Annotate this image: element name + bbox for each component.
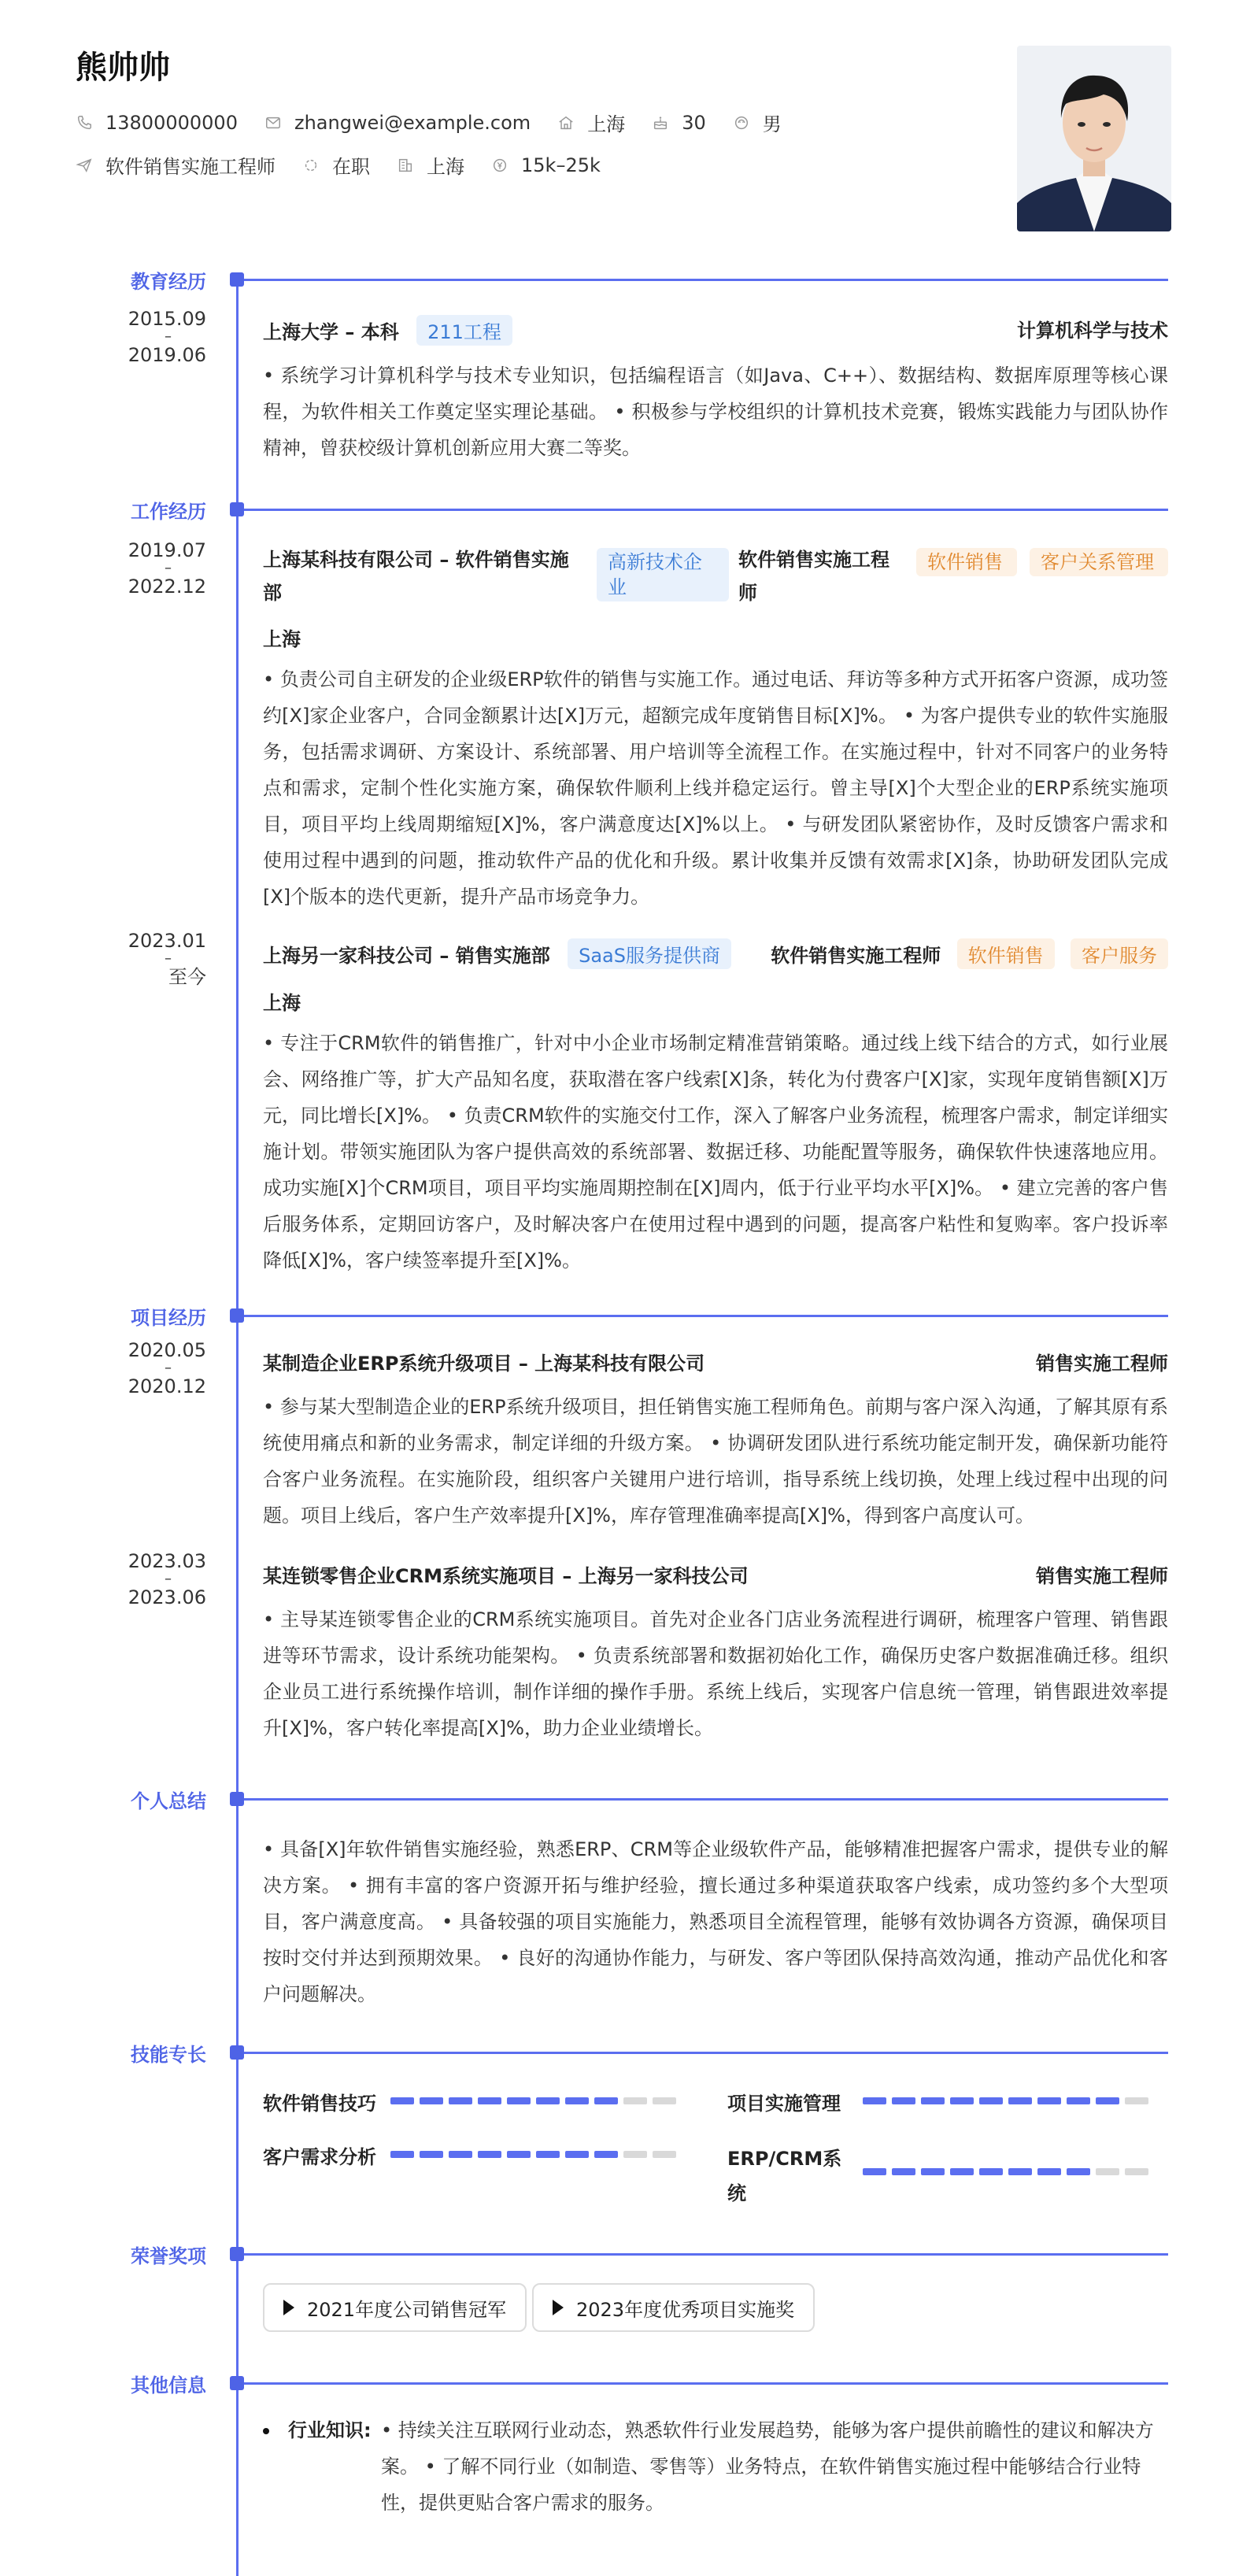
section-divider [230,2382,1168,2385]
section-marker [230,2376,244,2390]
skill-bar-segment [892,2168,915,2175]
work-date [76,929,206,989]
skill-bar-segment [653,2151,676,2158]
job-intent-row [76,151,627,179]
section-title-education: 教育经历 [131,271,206,293]
skill-bar-segment [420,2097,443,2104]
skill-bar-segment [390,2097,414,2104]
project-title: 某连锁零售企业CRM系统实施项目 – 上海另一家科技公司 [263,1565,749,1587]
school-tag: 211工程 [416,315,512,346]
work-city: 上海 [263,628,301,650]
skill-bar-segment [979,2168,1003,2175]
section-marker [230,2247,244,2261]
contact-row [76,109,808,136]
section-title-other: 其他信息 [131,2374,206,2396]
company-tag: 高新技术企业 [597,548,729,601]
skill-bar-segment [536,2151,560,2158]
skill-bar-segment [1037,2168,1061,2175]
skill-bar-segment [979,2097,1003,2104]
date-end: 2020.12 [128,1375,206,1397]
skill-bar-segment [950,2097,974,2104]
skill-bar-segment [507,2097,531,2104]
section-title-skills: 技能专长 [131,2044,206,2066]
skill-bar-segment [594,2097,618,2104]
timeline-axis [236,279,239,2576]
project-header [263,1560,1168,1588]
skill-bar-segment [1037,2097,1061,2104]
project-role: 销售实施工程师 [1036,1565,1168,1587]
age-text: 30 [682,111,706,134]
skill-name: 客户需求分析 [263,2146,376,2168]
role-group [771,938,1168,969]
play-icon [553,2300,564,2315]
date-end: 至今 [168,966,206,988]
role-tag: 软件销售 [916,548,1017,576]
position-item [76,151,276,179]
work-header [263,543,1168,606]
section-marker [230,272,244,287]
gender-icon [733,114,750,131]
mail-icon [264,114,282,131]
section-title-awards: 荣誉奖项 [131,2245,206,2267]
company-name: 上海某科技有限公司 – 软件销售实施部 [263,549,569,604]
skill-bar-segment [507,2151,531,2158]
date-sep: – [165,328,172,345]
section-divider [230,509,1168,511]
date-sep: – [165,1571,172,1587]
work-description: • 专注于CRM软件的销售推广，针对中小企业市场制定精准营销策略。通过线上线下结合的方式，如行业展会、网络推广等，扩大产品知名度，获取潜在客户线索[X]条，转化为付费客户[X]家，实现年度销售额[X]万元，同比增长[X]%。 • 负责CRM软件的实施交付工作，深入了解客户业务流程，梳理客户需求，制定详细实施计划。带领实施团队为客户提供高效的系统部署、数据迁移、功能配置等服务，确保软件快速落地应用。成功实施[X]个CRM项目，项目平均实施周期控制在[X]周内，低于行业平均水平[X]%。 • 建立完善的客户售后服务体系，定期回访客户，及时解决客户在使用过程中遇到的问题，提高客户粘性和复购率。客户投诉率降低[X]%，客户续签率提升至[X]%。 [263,1032,1168,1271]
date-start: 2023.01 [128,930,206,952]
skill-bar-segment [921,2168,945,2175]
education-description: • 系统学习计算机科学与技术专业知识，包括编程语言（如Java、C++）、数据结构、数据库原理等核心课程，为软件相关工作奠定坚实理论基础。 • 积极参与学校组织的计算机技术竞赛，锻炼实践能力与团队协作精神，曾获校级计算机创新应用大赛二等奖。 [263,365,1168,459]
salary-text: 15k–25k [521,154,601,176]
project-description: • 参与某大型制造企业的ERP系统升级项目，担任销售实施工程师角色。前期与客户深入沟通，了解其原有系统使用痛点和新的业务需求，制定详细的升级方案。 • 协调研发团队进行系统功能定制开发，确保新功能符合客户业务流程。在实施阶段，组织客户关键用户进行培训，指导系统上线切换，处理上线过程中出现的问题。项目上线后，客户生产效率提升[X]%，库存管理准确率提高[X]%，得到客户高度认可。 [263,1396,1168,1527]
date-start: 2015.09 [128,308,206,330]
skill-name: 项目实施管理 [727,2093,841,2115]
school-name: 上海大学 – 本科 [263,321,399,343]
skill-bar-segment [478,2097,501,2104]
section-marker [230,2045,244,2060]
company-tag: SaaS服务提供商 [568,938,731,969]
date-end: 2019.06 [128,344,206,366]
skill-level-bar [863,2097,1154,2104]
date-start: 2020.05 [128,1339,206,1361]
email-text: zhangwei@example.com [294,111,531,134]
date-end: 2022.12 [128,576,206,598]
section-divider [230,1798,1168,1801]
target-city-text: 上海 [427,156,464,178]
other-info-label: 行业知识: [288,2419,372,2441]
city-item [557,109,625,136]
skill-bar-segment [536,2097,560,2104]
date-start: 2023.03 [128,1550,206,1572]
building-icon [397,157,414,174]
send-icon [76,157,93,174]
skill-name: 软件销售技巧 [263,2093,376,2115]
section-divider [230,1315,1168,1317]
section-title-work: 工作经历 [131,501,206,523]
coin-icon [491,157,509,174]
phone-item [76,112,238,134]
section-title-summary: 个人总结 [131,1790,206,1812]
work-header [263,938,1168,969]
education-date [76,307,206,367]
skill-bar-segment [390,2151,414,2158]
position-text: 软件销售实施工程师 [105,156,276,178]
gender-item [733,109,782,136]
skill-bar-segment [565,2151,589,2158]
skill-level-bar [863,2168,1154,2175]
status-item [302,151,370,179]
work-city: 上海 [263,992,301,1014]
major-name: 计算机科学与技术 [1017,320,1168,342]
skill-bar-segment [449,2151,472,2158]
skill-level-bar [390,2151,682,2158]
skill-bar-segment [1096,2168,1119,2175]
date-sep: – [165,1360,172,1376]
project-role: 销售实施工程师 [1036,1353,1168,1375]
age-item [652,112,706,134]
section-divider [230,279,1168,281]
work-date [76,539,206,598]
skill-bar-segment [1125,2168,1148,2175]
candidate-name: 熊帅帅 [76,50,170,86]
section-divider [230,2253,1168,2256]
skill-bar-segment [1008,2168,1032,2175]
role-tag: 软件销售 [957,938,1055,969]
skill-bar-segment [1008,2097,1032,2104]
section-marker [230,1308,244,1323]
skill-bar-segment [623,2097,647,2104]
skill-bar-segment [921,2097,945,2104]
skill-bar-segment [653,2097,676,2104]
date-start: 2019.07 [128,539,206,561]
project-date [76,1549,206,1609]
project-header [263,1348,1168,1375]
skill-bar-segment [892,2097,915,2104]
other-info-text: • 持续关注互联网行业动态，熟悉软件行业发展趋势，能够为客户提供前瞻性的建议和解决方案。 • 了解不同行业（如制造、零售等）业务特点，在软件销售实施过程中能够结合行业特性，提供更贴合客户需求的服务。 [381,2419,1154,2514]
section-title-project: 项目经历 [131,1307,206,1329]
project-description: • 主导某连锁零售企业的CRM系统实施项目。首先对企业各门店业务流程进行调研，梳理客户管理、销售跟进等环节需求，设计系统功能架构。 • 负责系统部署和数据初始化工作，确保历史客户数据准确迁移。组织企业员工进行系统操作培训，制作详细的操作手册。系统上线后，实现客户信息统一管理，销售跟进效率提升[X]%，客户转化率提高[X]%，助力企业业绩增长。 [263,1608,1168,1739]
bullet-dot [263,2428,269,2434]
role-tag: 客户关系管理 [1030,548,1168,576]
home-icon [557,114,575,131]
skill-bar-segment [863,2097,886,2104]
section-marker [230,502,244,516]
skill-level-bar [390,2097,682,2104]
award-item [532,2283,815,2332]
status-text: 在职 [332,156,370,178]
award-item [263,2283,527,2332]
resume-header [76,41,1178,238]
phone-icon [76,114,93,131]
date-end: 2023.06 [128,1586,206,1608]
email-item [264,112,531,134]
skill-name: ERP/CRM系统 [727,2148,842,2204]
skill-bar-segment [478,2151,501,2158]
role-tag: 客户服务 [1071,938,1168,969]
company-name: 上海另一家科技公司 – 销售实施部 [263,945,550,967]
skill-bar-segment [863,2168,886,2175]
cake-icon [652,114,669,131]
skill-bar-segment [565,2097,589,2104]
skill-bar-segment [623,2151,647,2158]
profile-photo [1017,46,1171,231]
job-role: 软件销售实施工程师 [738,549,889,604]
work-description: • 负责公司自主研发的企业级ERP软件的销售与实施工作。通过电话、拜访等多种方式开拓客户资源，成功签约[X]家企业客户，合同金额累计达[X]万元，超额完成年度销售目标[X]%。 • 为客户提供专业的软件实施服务，包括需求调研、方案设计、系统部署、用户培训等全流程工作。在实施过程中，针对不同客户的业务特点和需求，定制个性化实施方案，确保软件顺利上线并稳定运行。曾主导[X]个大型企业的ERP系统实施项目，项目平均上线周期缩短[X]%，客户满意度达[X]%以上。 • 与研发团队紧密协作，及时反馈客户需求和使用过程中遇到的问题，推动软件产品的优化和升级。累计收集并反馈有效需求[X]条，协助研发团队完成[X]个版本的迭代更新，提升产品市场竞争力。 [263,668,1168,908]
date-sep: – [165,950,172,967]
skill-bar-segment [1067,2097,1090,2104]
skill-bar-segment [594,2151,618,2158]
job-role: 软件销售实施工程师 [771,945,941,967]
summary-text: • 具备[X]年软件销售实施经验，熟悉ERP、CRM等企业级软件产品，能够精准把握客户需求，提供专业的解决方案。 • 拥有丰富的客户资源开拓与维护经验，擅长通过多种渠道获取客户线索，成功签约多个大型项目，客户满意度高。 • 具备较强的项目实施能力，熟悉项目全流程管理，能够有效协调各方资源，确保项目按时交付并达到预期效果。 • 良好的沟通协作能力，与研发、客户等团队保持高效沟通，推动产品优化和客户问题解决。 [263,1838,1168,2005]
play-icon [283,2300,294,2315]
gender-text: 男 [762,113,782,135]
section-marker [230,1792,244,1806]
section-divider [230,2052,1168,2054]
status-icon [302,157,320,174]
skill-bar-segment [1125,2097,1148,2104]
skill-bar-segment [950,2168,974,2175]
skill-bar-segment [1067,2168,1090,2175]
award-text: 2023年度优秀项目实施奖 [576,2298,795,2321]
skill-bar-segment [449,2097,472,2104]
award-text: 2021年度公司销售冠军 [307,2298,507,2321]
skill-bar-segment [420,2151,443,2158]
project-date [76,1338,206,1398]
phone-text: 13800000000 [105,111,238,134]
project-title: 某制造企业ERP系统升级项目 – 上海某科技有限公司 [263,1353,705,1375]
date-sep: – [165,560,172,576]
city-text: 上海 [587,113,626,135]
salary-item [491,154,601,176]
target-city-item [397,151,464,179]
skill-bar-segment [1096,2097,1119,2104]
education-header [263,315,1168,346]
